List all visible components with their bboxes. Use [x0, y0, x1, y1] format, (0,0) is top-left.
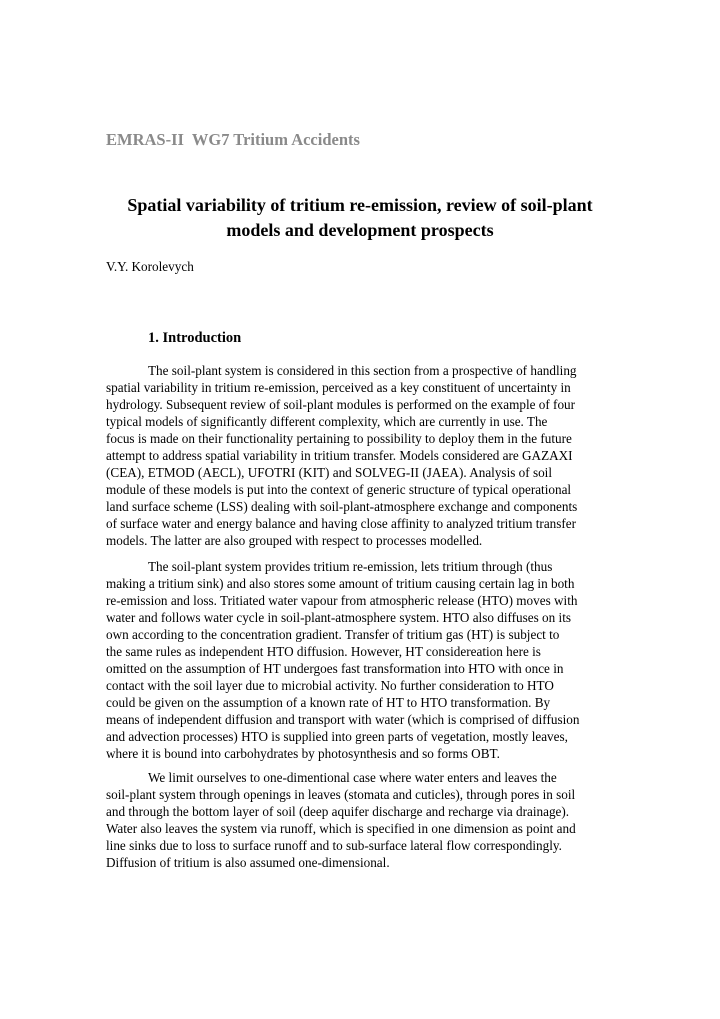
document-title [100, 193, 620, 243]
paragraph-line: The soil-plant system is considered in this section from a prospective of handling [148, 363, 577, 378]
paragraph-line: making a tritium sink) and also stores some amount of tritium causing certain lag in both [106, 576, 575, 591]
paragraph-line: and advection processes) HTO is supplied into green parts of vegetation, mostly leaves, [106, 729, 568, 744]
paragraph-soil-plant-system [106, 558, 626, 762]
paragraph-line: models. The latter are also grouped with respect to processes modelled. [106, 533, 483, 548]
paragraph-line: omitted on the assumption of HT undergoes fast transformation into HTO with once in [106, 661, 564, 676]
paragraph-line: re-emission and loss. Tritiated water vapour from atmospheric release (HTO) moves with [106, 593, 578, 608]
paragraph-intro [106, 362, 626, 549]
section-heading: 1. Introduction [148, 330, 242, 346]
paragraph-line: line sinks due to loss to surface runoff and to sub-surface lateral flow correspondingly. [106, 838, 562, 853]
paragraph-line: The soil-plant system provides tritium re-emission, lets tritium through (thus [148, 559, 553, 574]
paragraph-line: soil-plant system through openings in leaves (stomata and cuticles), through pores in soil [106, 787, 576, 802]
paragraph-line: Diffusion of tritium is also assumed one-dimensional. [106, 855, 390, 870]
paragraph-line: means of independent diffusion and transport with water (which is comprised of diffusion [106, 712, 580, 727]
paragraph-line: spatial variability in tritium re-emission, perceived as a key constituent of uncertainty in [106, 380, 571, 395]
paragraph-line: where it is bound into carbohydrates by photosynthesis and so forms OBT. [106, 746, 500, 761]
paragraph-line: hydrology. Subsequent review of soil-plant modules is performed on the example of four [106, 397, 576, 412]
paragraph-line: We limit ourselves to one-dimentional case where water enters and leaves the [148, 770, 557, 785]
paragraph-line: of surface water and energy balance and having close affinity to analyzed tritium transfer [106, 516, 577, 531]
paragraph-line: water and follows water cycle in soil-plant-atmosphere system. HTO also diffuses on its [106, 610, 572, 625]
paragraph-line: contact with the soil layer due to microbial activity. No further consideration to HTO [106, 678, 554, 693]
paragraph-line: Water also leaves the system via runoff, which is specified in one dimension as point and [106, 821, 576, 836]
title-line: models and development prospects [226, 220, 494, 240]
title-line: Spatial variability of tritium re-emission, review of soil-plant [127, 195, 593, 215]
paragraph-line: attempt to address spatial variability in tritium transfer. Models considered are GAZAXI [106, 448, 573, 463]
paragraph-line: the same rules as independent HTO diffusion. However, HT considereation here is [106, 644, 541, 659]
paragraph-one-dimensional [106, 769, 626, 871]
paragraph-line: (CEA), ETMOD (AECL), UFOTRI (KIT) and SOLVEG-II (JAEA). Analysis of soil [106, 465, 552, 480]
author-name: V.Y. Korolevych [106, 259, 194, 274]
paragraph-line: focus is made on their functionality pertaining to possibility to deploy them in the future [106, 431, 572, 446]
paragraph-line: land surface scheme (LSS) dealing with soil-plant-atmosphere exchange and components [106, 499, 578, 514]
paragraph-line: could be given on the assumption of a known rate of HT to HTO transformation. By [106, 695, 551, 710]
paragraph-line: module of these models is put into the context of generic structure of typical operational [106, 482, 572, 497]
paragraph-line: own according to the concentration gradient. Transfer of tritium gas (HT) is subject to [106, 627, 560, 642]
document-header: EMRAS-II WG7 Tritium Accidents [106, 130, 360, 149]
paragraph-line: typical models of significantly different complexity, which are currently in use. The [106, 414, 548, 429]
paragraph-line: and through the bottom layer of soil (deep aquifer discharge and recharge via drainage). [106, 804, 570, 819]
